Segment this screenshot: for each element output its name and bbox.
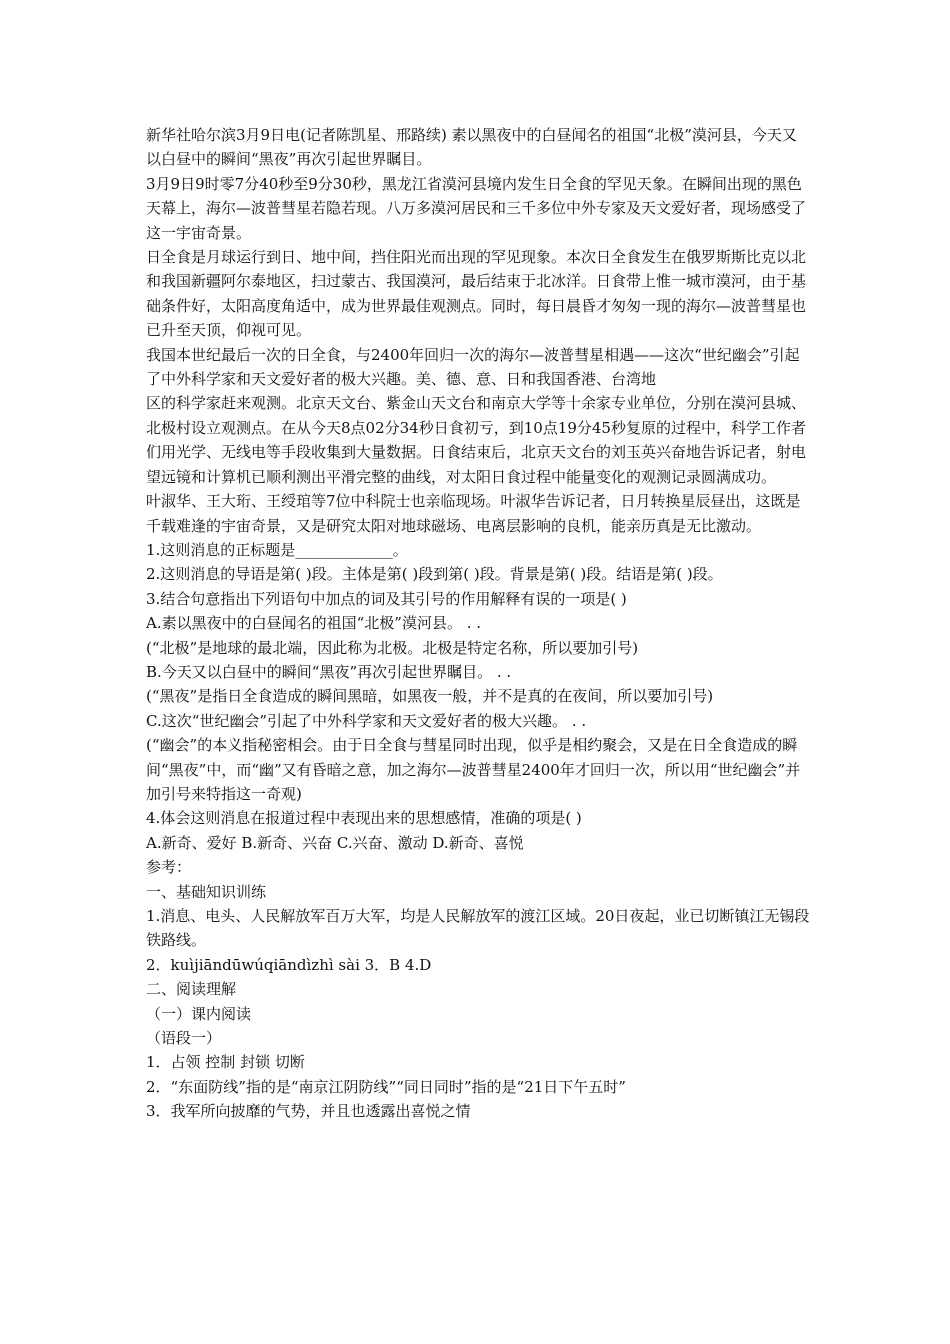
section-reading: 二、阅读理解	[146, 980, 237, 999]
news-paragraph-century-meeting: 我国本世纪最后一次的日全食，与2400年回归一次的海尔—波普彗星相遇——这次“世纪幽会”引起了中外科学家和天文爱好者的极大兴趣。美、德、意、日和我国香港、台湾地	[146, 345, 800, 389]
question-3-option-c: C.这次“世纪幽会”引起了中外科学家和天文爱好者的极大兴趣。 . .	[146, 711, 587, 730]
question-3-option-c-note: (“幽会”的本义指秘密相会。由于日全食与彗星同时出现，似乎是相约聚会，又是在日全食造成的瞬间“黑夜”中，而“幽”又有昏暗之意，加之海尔—波普彗星2400年才回归一次，所以用“世纪幽会”并加引号来特指这一奇观)	[146, 736, 801, 803]
news-paragraph-eclipse-time: 3月9日9时零7分40秒至9分30秒，黑龙江省漠河县境内发生日全食的罕见天象。在瞬间出现的黑色天幕上，海尔—波普彗星若隐若现。八万多漠河居民和三千多位中外专家及天文爱好者，现场感受了这一宇宙奇景。	[146, 174, 807, 242]
answer-2-4: 2．kuìjiāndūwúqiāndìzhì sài 3．B 4.D	[146, 955, 432, 974]
question-3-option-b: B.今天又以白昼中的瞬间“黑夜”再次引起世界瞩目。 . .	[146, 662, 512, 681]
question-3-option-a: A.素以黑夜中的白昼闻名的祖国“北极”漠河县。 . .	[146, 614, 482, 633]
passage-one-answer-1: 1．占领 控制 封锁 切断	[146, 1053, 305, 1072]
question-3-option-b-note: (“黑夜”是指日全食造成的瞬间黑暗，如黑夜一般，并不是真的在夜间，所以要加引号)	[146, 687, 714, 706]
question-4-options: A.新奇、爱好 B.新奇、兴奋 C.兴奋、激动 D.新奇、喜悦	[146, 833, 524, 852]
answer-1: 1.消息、电头、人民解放军百万大军，均是人民解放军的渡江区域。20日夜起，业已切断镇江无锡段铁路线。	[146, 907, 810, 950]
news-paragraph-dateline: 新华社哈尔滨3月9日电(记者陈凯星、邢路续) 素以黑夜中的白昼闻名的祖国“北极”漠河县，今天又以白昼中的瞬间“黑夜”再次引起世界瞩目。	[146, 126, 797, 169]
document-body	[146, 123, 810, 1124]
passage-one-answer-3: 3．我军所向披靡的气势，并且也透露出喜悦之情	[146, 1102, 471, 1121]
question-3: 3.结合句意指出下列语句中加点的词及其引号的作用解释有误的一项是( )	[146, 589, 627, 608]
passage-one-answer-2: 2．“东面防线”指的是“南京江阴防线”“同日同时”指的是“21日下午五时”	[146, 1077, 626, 1096]
news-paragraph-academicians: 叶淑华、王大珩、王绶琯等7位中科院士也亲临现场。叶淑华告诉记者，日月转换星辰昼出，这既是千载难逢的宇宙奇景，又是研究太阳对地球磁场、电离层影响的良机，能亲历真是无比激动。	[146, 492, 801, 535]
news-paragraph-observation: 区的科学家赶来观测。北京天文台、紫金山天文台和南京大学等十余家专业单位，分别在漠河县城、北极村设立观测点。在从今天8点02分34秒日食初亏，到10点19分45秒复原的过程中，科学工作者们用光学、无线电等手段收集到大量数据。日食结束后，北京天文台的刘玉英兴奋地告诉记者，射电望远镜和计算机已顺利测出平滑完整的曲线，对太阳日食过程中能量变化的观测记录圆满成功。	[146, 394, 807, 486]
section-basic-knowledge: 一、基础知识训练	[146, 882, 267, 901]
subsection-in-class-reading: （一）课内阅读	[146, 1004, 252, 1023]
question-1: 1.这则消息的正标题是_____________。	[146, 540, 408, 559]
question-2: 2.这则消息的导语是第( )段。主体是第( )段到第( )段。背景是第( )段。结语是第( )段。	[146, 565, 723, 584]
passage-one-label: （语段一）	[146, 1029, 222, 1048]
reference-heading: 参考：	[146, 858, 192, 877]
news-paragraph-eclipse-explanation: 日全食是月球运行到日、地中间，挡住阳光而出现的罕见现象。本次日全食发生在俄罗斯斯比克以北和我国新疆阿尔泰地区，扫过蒙古、我国漠河，最后结束于北冰洋。日食带上惟一城市漠河，由于基础条件好，太阳高度角适中，成为世界最佳观测点。同时，每日晨昏才匆匆一现的海尔—波普彗星也已升至天顶，仰视可见。	[146, 248, 807, 340]
question-3-option-a-note: (“北极”是地球的最北端，因此称为北极。北极是特定名称，所以要加引号)	[146, 638, 639, 657]
question-4: 4.体会这则消息在报道过程中表现出来的思想感情，准确的项是( )	[146, 809, 582, 828]
